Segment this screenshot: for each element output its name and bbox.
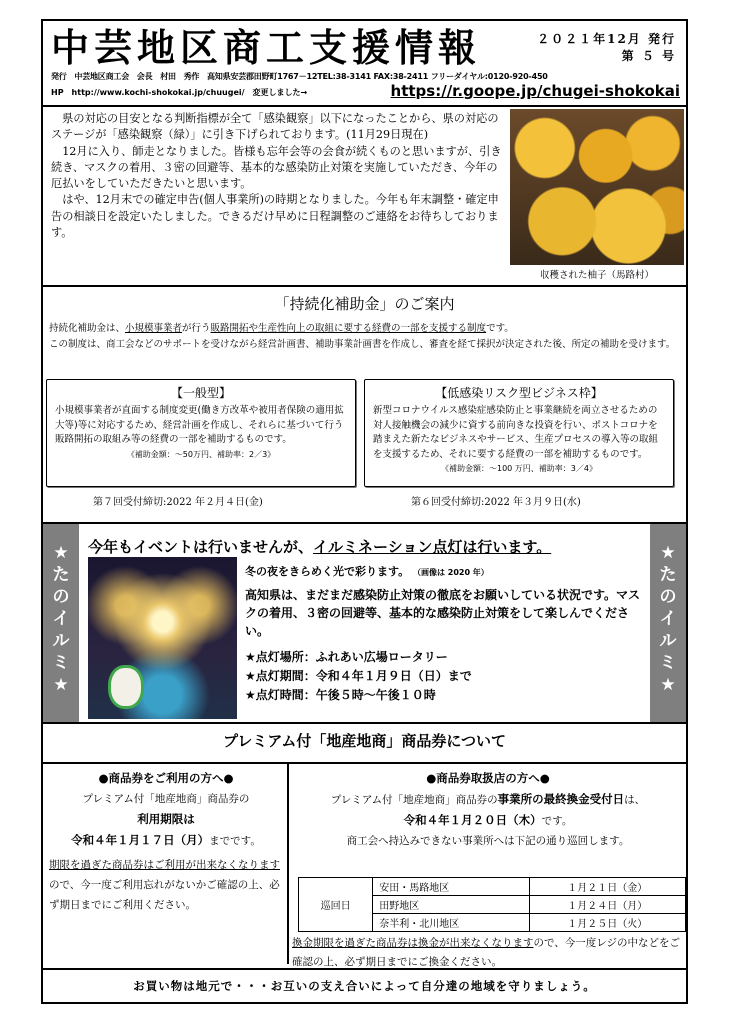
route-area: 田野地区 [373,896,529,914]
illumination-photo [88,557,237,719]
subsidy-title: 「持続化補助金」のご案内 [274,295,455,313]
voucher-users-column [49,768,283,915]
intro-paragraph: はや、12月末での確定申告(個人事業所)の時期となりました。今年も年末調整・確定申告の相談日を設定いたしました。できるだけ早めに日程調整のご連絡をお待ちしております。 [51,193,499,240]
subsidy-description [49,321,683,353]
headline-text: 今年もイベントは行いませんが、 [88,538,314,556]
column-text: プレミアム付「地産地商」商品券の [82,793,250,805]
headline-emphasis: イルミネーション点灯は行います。 [313,538,552,556]
note-text: ので、今一度ご利用忘れがないかご確認の上、必ず期日までにご利用ください。 [49,879,280,911]
box-amount: 《補助金額：～100 万円、補助率：3／4》 [441,464,597,473]
box-amount: 《補助金額：～50万円、補助率：2／3》 [126,449,276,459]
column-text: プレミアム付「地産地商」商品券の [330,794,498,806]
lighting-time: ★点灯時間：午後５時～午後１０時 [245,688,436,702]
route-day: １月２１日（金） [529,878,685,896]
new-homepage-link[interactable]: https://r.goope.jp/chugei-shokokai [390,82,680,100]
illumination-subtitle [245,563,489,579]
column-heading: ●商品券をご利用の方へ● [98,771,234,785]
general-deadline: 第７回受付締切:2022 年２月４日(金) [93,497,263,508]
newsletter-frame [41,19,688,1004]
route-label: 巡回日 [299,878,373,932]
lighting-place: ★点灯場所：ふれあい広場ロータリー [245,650,448,664]
note-emphasis: 期限を過ぎた商品券はご利用が出来なくなります [49,859,280,871]
low-risk-box [364,379,674,487]
subtitle-text: 冬の夜をきらめく光で彩ります。 [245,565,410,578]
yuzu-photo [510,109,684,265]
intro-paragraph: 12月に入り、師走となりました。皆様も忘年会等の会食が続くものと思いますが、引き続き、マスクの着用、３密の回避等、基本的な感染防止対策を実施していただき、今年の厄払いをしていただきたいと思います。 [51,144,502,191]
masthead [43,21,686,107]
photo-note: （画像は 2020 年） [412,568,489,577]
column-text: 商工会へ持込みできない事業所へは下記の通り巡回します。 [346,835,630,847]
footer-slogan: お買い物は地元で・・・お互いの支え合いによって自分達の地域を守りましょう。 [43,968,686,1002]
divider [43,762,686,764]
illumination-details [245,648,472,705]
newsletter-title: 中芸地区商工支援情報 [51,25,482,70]
intro-paragraph: 県の対応の目安となる判断指標が全て「感染観察」以下になったことから、県の対応のステージが「感染観察（緑）」に引き下げられております。(11月29日現在) [51,112,499,142]
issue-number: 第 ５ 号 [621,49,676,63]
exchange-deadline: 令和４年１月２０日（木） [403,813,542,827]
column-text: は、 [624,794,646,806]
usage-note [49,855,283,915]
table-row [299,878,686,896]
publisher-line: 発行 中芸地区商工会 会長 村田 秀作 高知県安芸郡田野町1767－12TEL:38-3141 FAX:38-2411 フリーダイヤル:0120-920-450 [51,72,548,81]
box-title: 【低感染リスク型ビジネス枠】 [435,386,603,400]
note-emphasis: 換金期限を過ぎた商品券は換金が出来なくなります [292,937,534,949]
desc-text: です。 [486,323,514,334]
mascot-figure [108,665,144,709]
patrol-schedule-table [298,877,686,932]
column-text: です。 [541,815,573,827]
route-day: １月２５日（火） [529,914,685,932]
column-text: 事業所の最終換金受付日 [497,792,625,806]
general-type-box [46,379,356,487]
illumination-section [43,524,686,724]
divider [287,762,289,964]
subsidy-section [43,287,686,524]
voucher-shops-column [293,768,683,851]
side-banner-right: ★ た の イ ル ミ ★ [650,524,686,722]
voucher-section [43,724,686,968]
illumination-body: 高知県は、まだまだ感染防止対策の徹底をお願いしている状況です。マスクの着用、３密の回避等、基本的な感染防止対策をして楽しんでください。 [245,588,641,638]
desc-text: 販路開拓や生産性向上の取組に要する経費の一部を支援する制度 [210,323,487,334]
desc-text: 小規模事業者 [125,323,183,334]
low-risk-deadline: 第６回受付締切:2022 年３月９日(水) [411,497,581,508]
desc-text: 持続化補助金は、 [49,323,126,334]
usage-deadline: 令和４年１月１７日（月） [71,833,210,847]
route-day: １月２４日（月） [529,896,685,914]
box-text: 新型コロナウイルス感染症感染防止と事業継続を両立させるための対人接触機会の減少に資する前向きな投資を行い、ポストコロナを踏まえた新たなビジネスやサービス、生産プロセスの導入等の取組を支援するため、それに要する経費の一部を補助するものです。 [373,405,659,460]
old-homepage-line[interactable]: HP http://www.kochi-shokokai.jp/chuugei/ 変更しました→ [51,88,308,97]
route-area: 安田・馬路地区 [373,878,529,896]
lighting-period: ★点灯期間：令和４年１月９日（日）まで [245,669,472,683]
box-text: 小規模事業者が直面する制度変更(働き方改革や被用者保険の適用拡大等)等に対応するため、経営計画を作成し、それらに基づいて行う販路開拓の取組み等の経費の一部を補助するものです。 [55,405,344,445]
side-banner-left: ★ た の イ ル ミ ★ [43,524,79,722]
box-title: 【一般型】 [170,386,231,400]
voucher-title: プレミアム付「地産地商」商品券について [222,732,507,750]
photo-caption: 収穫された柚子（馬路村） [539,270,654,281]
column-heading: ●商品券取扱店の方へ● [426,771,550,785]
intro-section [43,107,686,287]
column-text: 利用期限は [137,812,195,826]
illumination-headline [88,536,551,557]
route-area: 奈半利・北川地区 [373,914,529,932]
issue-info [537,31,676,65]
note-text: ので、今一度レジの中などをご確認の上、必ず期日までにご換金ください。 [292,937,681,968]
desc-text: この制度は、商工会などのサポートを受けながら経営計画書、補助事業計画書を作成し、審査を経て採択が決定された後、所定の補助を受けます。 [49,339,676,350]
intro-text [51,111,505,241]
desc-text: が行う [182,323,211,334]
issue-date: ２０２１年12月 発行 [537,32,676,46]
column-text: までです。 [209,835,261,847]
exchange-note [292,934,684,972]
